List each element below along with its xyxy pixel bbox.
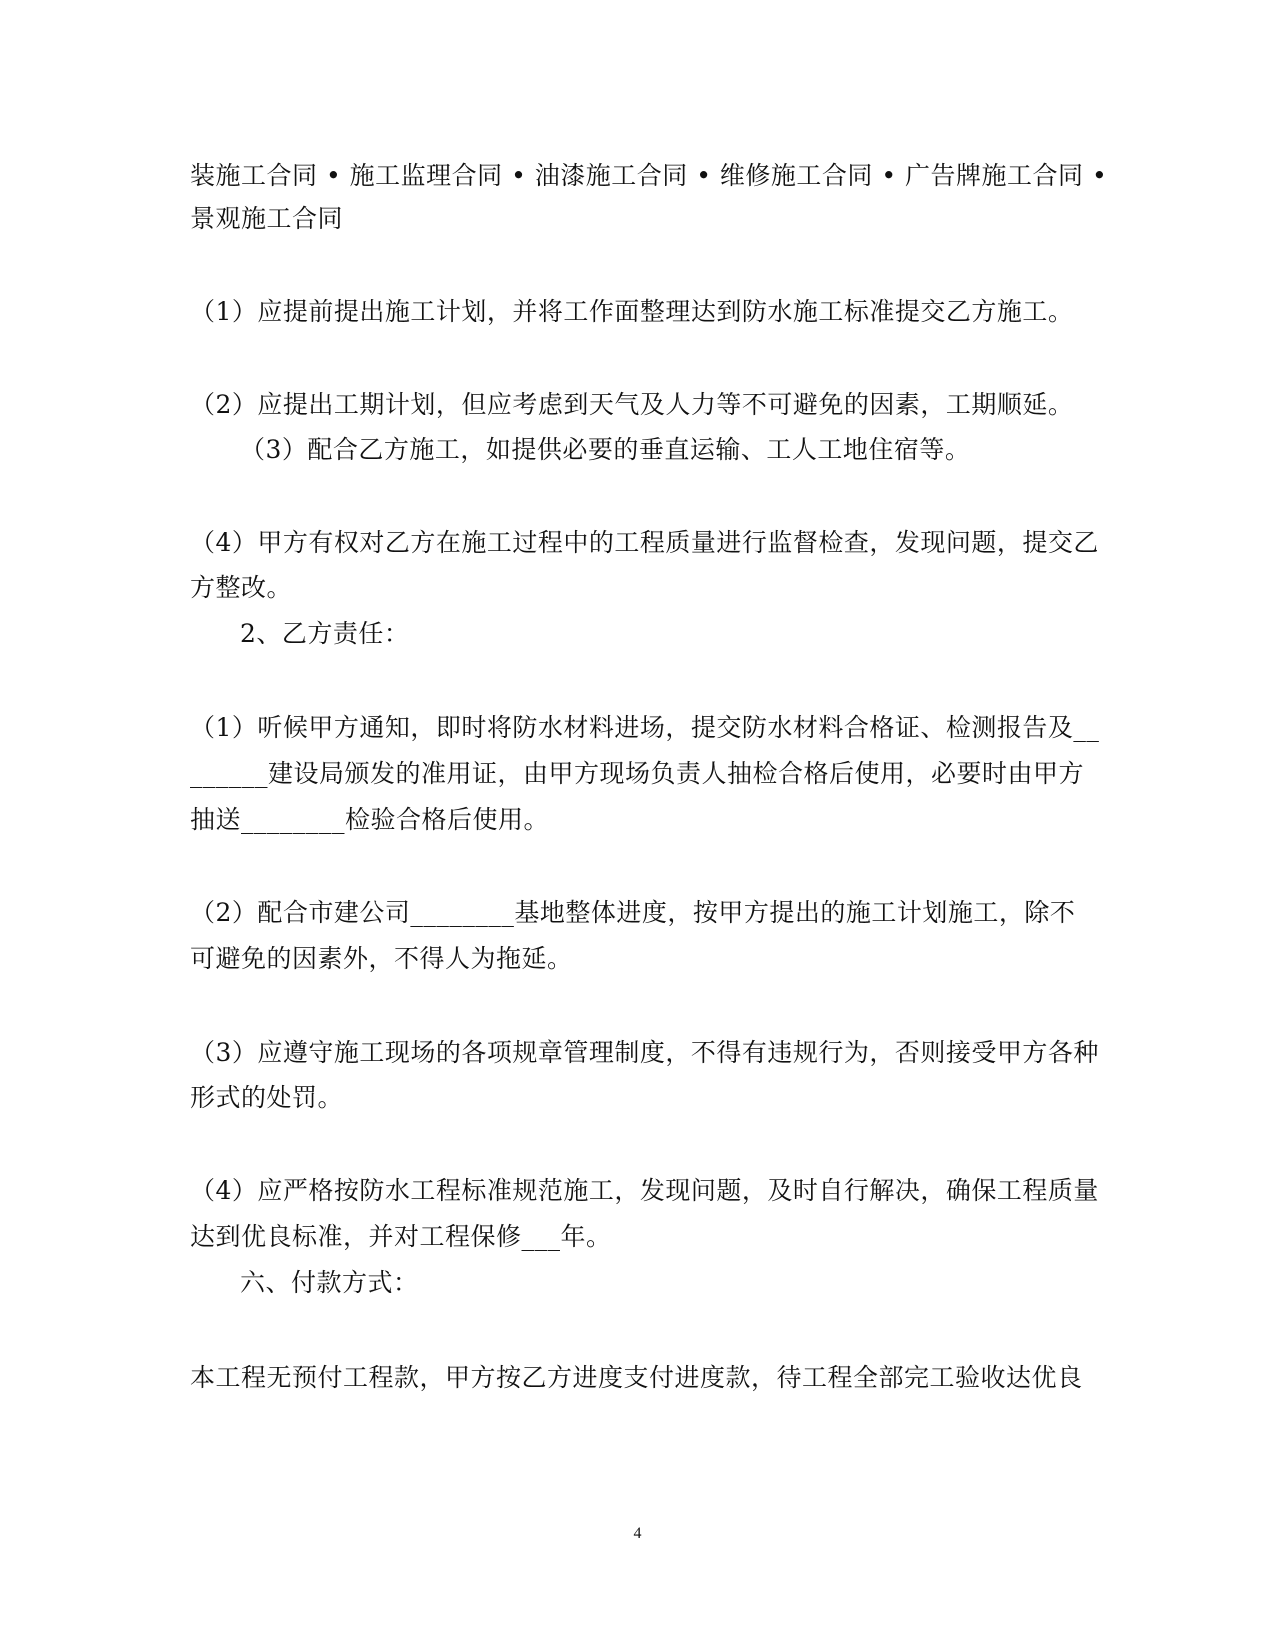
section-heading-payment: 六、付款方式： [240, 1268, 419, 1297]
party-b-item-1-line-2: ______建设局颁发的准用证，由甲方现场负责人抽检合格后使用，必要时由甲方 [190, 759, 1085, 788]
party-a-item-4-line-1: （4）甲方有权对乙方在施工过程中的工程质量进行监督检查，发现问题，提交乙 [190, 528, 1099, 557]
party-b-item-1-line-1: （1）听候甲方通知，即时将防水材料进场，提交防水材料合格证、检测报告及__ [190, 713, 1100, 742]
party-b-item-1-line-3: 抽送________检验合格后使用。 [190, 805, 550, 834]
party-a-item-4-line-2: 方整改。 [190, 573, 293, 602]
party-a-item-2: （2）应提出工期计划，但应考虑到天气及人力等不可避免的因素，工期顺延。 [190, 390, 1074, 419]
party-a-item-3: （3）配合乙方施工，如提供必要的垂直运输、工人工地住宿等。 [240, 435, 971, 464]
party-b-item-2-line-1: （2）配合市建公司________基地整体进度，按甲方提出的施工计划施工，除不 [190, 898, 1076, 927]
party-b-item-3-line-1: （3）应遵守施工现场的各项规章管理制度，不得有违规行为，否则接受甲方各种 [190, 1038, 1099, 1067]
party-b-item-4-line-2: 达到优良标准，并对工程保修___年。 [190, 1222, 612, 1251]
party-b-item-2-line-2: 可避免的因素外，不得人为拖延。 [190, 944, 573, 973]
party-a-item-1: （1）应提前提出施工计划，并将工作面整理达到防水施工标准提交乙方施工。 [190, 297, 1074, 326]
page-number: 4 [633, 1525, 642, 1542]
contract-list-line-2: 景观施工合同 [190, 204, 344, 233]
payment-paragraph-line-1: 本工程无预付工程款，甲方按乙方进度支付进度款，待工程全部完工验收达优良 [190, 1363, 1083, 1392]
contract-list-line-1: 装施工合同 • 施工监理合同 • 油漆施工合同 • 维修施工合同 • 广告牌施工合同 • [190, 161, 1108, 190]
party-b-item-4-line-1: （4）应严格按防水工程标准规范施工，发现问题，及时自行解决，确保工程质量 [190, 1176, 1099, 1205]
party-b-item-3-line-2: 形式的处罚。 [190, 1083, 344, 1112]
section-heading-party-b: 2、乙方责任： [240, 619, 410, 648]
